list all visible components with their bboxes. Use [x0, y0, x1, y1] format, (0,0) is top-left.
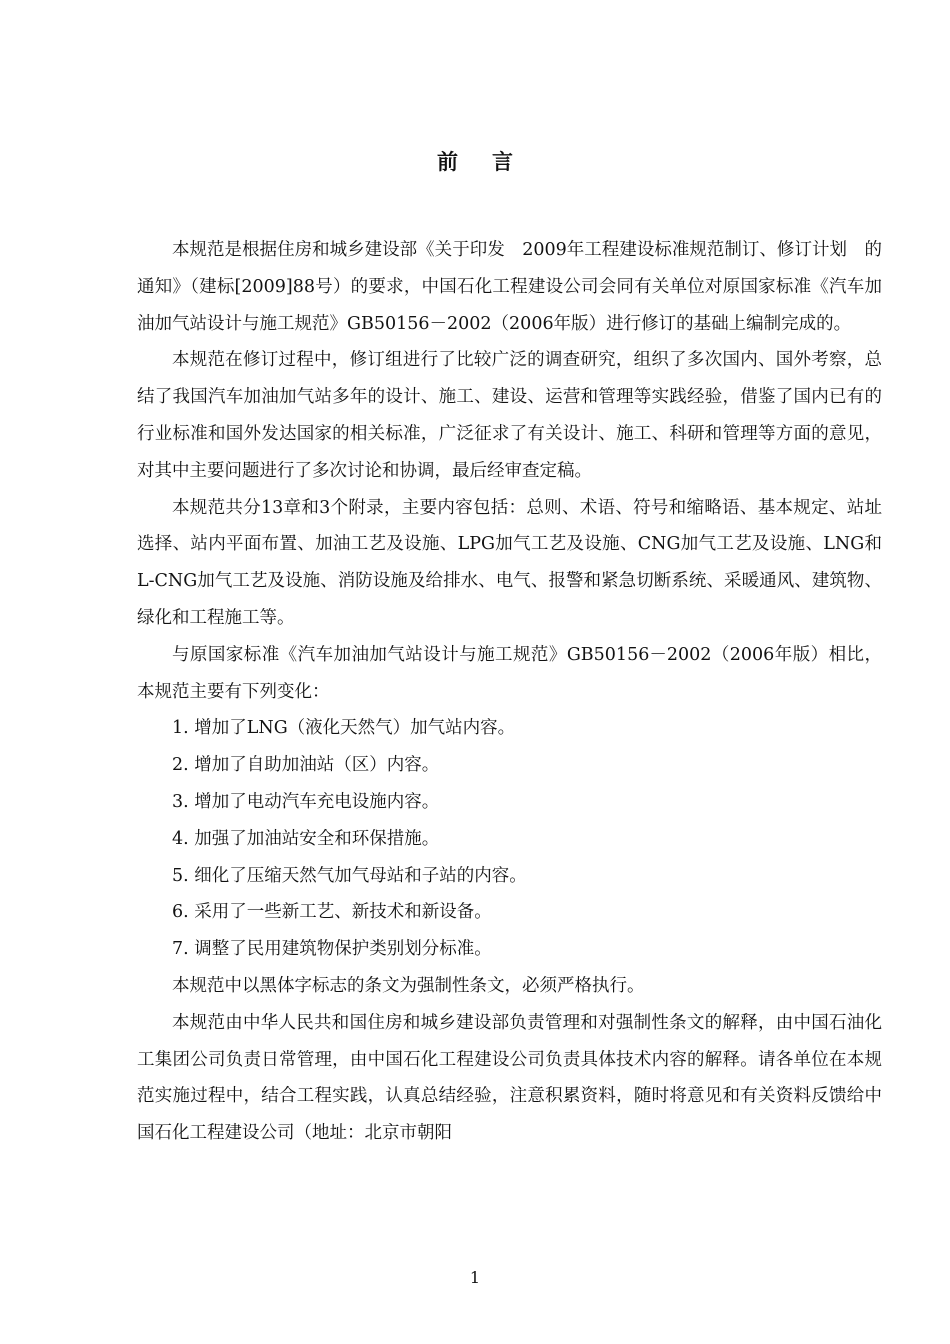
paragraph-intro: 本规范是根据住房和城乡建设部《关于印发 2009年工程建设标准规范制订、修订计划 的通知》（建标[2009]88号）的要求，中国石化工程建设公司会同有关单位对原国家标准《汽车加油加气站设计与施工规范》GB50156－2002（2006年版）进行修订的基础上编制完成的。 [137, 240, 882, 334]
paragraph-management: 本规范由中华人民共和国住房和城乡建设部负责管理和对强制性条文的解释，由中国石油化工集团公司负责日常管理，由中国石化工程建设公司负责具体技术内容的解释。请各单位在本规范实施过程中，结合工程实践，认真总结经验，注意积累资料，随时将意见和有关资料反馈给中国石化工程建设公司（地址：北京市朝阳 [137, 1012, 882, 1144]
change-item: 4. 加强了加油站安全和环保措施。 [172, 828, 440, 849]
page-title: 前言 [437, 150, 547, 174]
document-body [137, 232, 882, 1152]
paragraph-mandatory-note: 本规范中以黑体字标志的条文为强制性条文，必须严格执行。 [172, 975, 645, 996]
change-item: 3. 增加了电动汽车充电设施内容。 [172, 791, 440, 812]
change-item: 7. 调整了民用建筑物保护类别划分标准。 [172, 939, 492, 960]
paragraph-revision-process: 本规范在修订过程中，修订组进行了比较广泛的调查研究，组织了多次国内、国外考察，总结了我国汽车加油加气站多年的设计、施工、建设、运营和管理等实践经验，借鉴了国内已有的行业标准和国外发达国家的相关标准，广泛征求了有关设计、施工、科研和管理等方面的意见，对其中主要问题进行了多次讨论和协调，最后经审查定稿。 [137, 350, 882, 481]
paragraph-contents: 本规范共分13章和3个附录，主要内容包括：总则、术语、符号和缩略语、基本规定、站址选择、站内平面布置、加油工艺及设施、LPG加气工艺及设施、CNG加气工艺及设施、LNG和L-CNG加气工艺及设施、消防设施及给排水、电气、报警和紧急切断系统、采暖通风、建筑物、绿化和工程施工等。 [137, 497, 882, 628]
change-item: 5. 细化了压缩天然气加气母站和子站的内容。 [172, 865, 527, 886]
paragraph-changes-intro: 与原国家标准《汽车加油加气站设计与施工规范》GB50156－2002（2006年版）相比，本规范主要有下列变化： [137, 644, 882, 702]
page-number: 1 [469, 1268, 481, 1287]
change-item: 2. 增加了自助加油站（区）内容。 [172, 755, 440, 776]
change-item: 6. 采用了一些新工艺、新技术和新设备。 [172, 902, 492, 923]
change-item: 1. 增加了LNG（液化天然气）加气站内容。 [172, 718, 516, 739]
